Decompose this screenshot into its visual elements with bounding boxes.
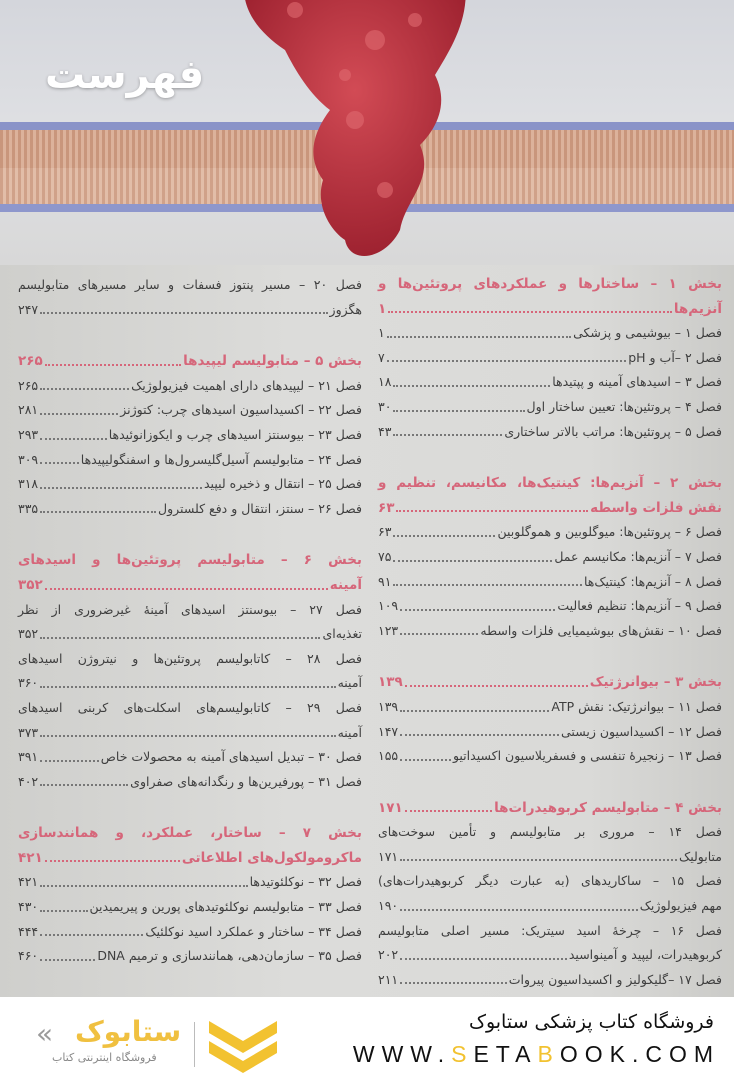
logo-divider [194,1022,195,1067]
toc-chapter[interactable] [18,696,362,745]
page-number: ۱۷۱ [378,799,403,816]
toc-chapter[interactable] [18,423,362,448]
page-number: ۳۹۱ [18,749,39,765]
toc-line [18,472,362,497]
toc-line [378,346,722,371]
toc-chapter[interactable] [18,472,362,497]
toc-line [18,944,362,969]
dot-leader [40,423,107,440]
page-number: ۱۵۵ [378,748,399,764]
page-number: ۳۱۸ [18,476,39,492]
toc-line [18,647,362,672]
toc-chapter[interactable] [378,545,722,570]
protein-illustration [235,0,475,265]
page-number: ۳۵۲ [18,576,43,593]
dot-leader [40,870,247,887]
toc-section[interactable] [378,670,722,695]
toc-entry-title: فصل ۱۶ – چرخهٔ اسید سیتریک: مسیر اصلی متابولیسم [378,922,722,938]
toc-line [18,870,362,895]
toc-entry-title: فصل ۲۱ – لیپیدهای دارای اهمیت فیزیولوژیک [131,377,362,393]
page-number: ۲۱۱ [378,971,399,987]
toc-entry-title: فصل ۲۸ – کاتابولیسم پروتئین‌ها و نیتروژن اسیدهای [18,650,362,666]
toc-entry-title: فصل ۲۲ – اکسیداسیون اسیدهای چرب: کتوژنز [120,402,362,418]
toc-chapter[interactable] [18,448,362,473]
page-number: ۴۲۱ [18,874,39,890]
dot-leader [40,374,129,391]
toc-entry-title: فصل ۳۰ – تبدیل اسیدهای آمینه به محصولات خاص [100,749,362,765]
page-number: ۷ [378,349,385,365]
logo-wordmark: ستابوک [75,1015,182,1048]
spacer [18,521,362,548]
toc-entry-title: فصل ۱۵ – ساکاریدهای (به عبارت دیگر کربوهیدرات‌های) [378,873,722,889]
toc-entry-title: آنزیم‌ها [673,300,722,317]
toc-entry-title: فصل ۴ – پروتئین‌ها: تعیین ساختار اول [526,398,722,414]
toc-entry-title: بخش ۲ – آنزیم‌ها: کینتیک‌ها، مکانیسم، تنظیم و [378,475,722,492]
toc-entry-title: فصل ۱ – بیوشیمی و پزشکی [573,325,722,341]
page-number: ۳۵۲ [18,626,39,642]
page-number: ۲۶۵ [18,377,39,393]
toc-line [18,423,362,448]
toc-entry-title: فصل ۷ – آنزیم‌ها: مکانیسم عمل [554,548,722,564]
page-number: ۶۳ [378,499,395,516]
toc-entry-title: کربوهیدرات، لیپید و آمینواسید [568,947,722,963]
page-number: ۴۳ [378,423,392,439]
toc-right-column [378,272,722,992]
page-number: ۱۹۰ [378,898,399,914]
site-part: S [451,1041,474,1067]
page-number: ۳۰۹ [18,451,39,467]
toc-line [378,272,722,297]
site-part: B [537,1041,560,1067]
toc-chapter[interactable] [378,695,722,720]
page-number: ۱ [378,325,385,341]
dot-leader [387,321,571,338]
toc-entry-title: فصل ۲ –آب و pH [628,349,722,365]
dot-leader [40,448,79,465]
dot-leader [400,943,567,960]
store-website-link[interactable] [353,1041,720,1068]
toc-line [18,821,362,846]
dot-leader [393,370,550,387]
toc-chapter[interactable] [18,374,362,399]
toc-entry-title: فصل ۸ – آنزیم‌ها: کینتیک‌ها [583,573,722,589]
dot-leader [400,720,559,737]
toc-chapter[interactable] [378,321,722,346]
toc-chapter[interactable] [18,745,362,770]
toc-chapter[interactable] [378,919,722,968]
toc-line [18,497,362,522]
toc-entry-title: فصل ۲۰ – مسیر پنتوز فسفات و سایر مسیرهای متابولیسم [18,277,362,292]
toc-line [378,594,722,619]
toc-entry-title: فصل ۲۴ – متابولیسم آسیل‌گلیسرول‌ها و اسفنگولیپیدها [80,451,362,467]
toc-entry-title: فصل ۲۶ – سنتز، انتقال و دفع کلسترول [158,500,362,516]
toc-line [18,448,362,473]
toc-line [18,374,362,399]
toc-section[interactable] [18,548,362,597]
toc-entry-title: فصل ۳۵ – سازمان‌دهی، همانندسازی و ترمیم DNA [97,948,362,964]
toc-chapter[interactable] [378,420,722,445]
toc-line [378,869,722,894]
dot-leader [400,619,478,636]
page-number: ۲۸۱ [18,402,39,418]
toc-line [378,321,722,346]
toc-entry-title: مهم فیزیولوژیک [639,898,722,914]
dot-leader [400,894,638,911]
dot-leader [400,695,549,712]
spacer [378,769,722,796]
toc-entry-title: فصل ۱۷ –گلیکولیز و اکسیداسیون پیروات [508,971,722,987]
page-number: ۲۶۵ [18,353,43,370]
toc-entry-title: نقش فلزات واسطه [590,499,722,516]
page-number: ۲۴۷ [18,301,39,317]
toc-entry-title: فصل ۵ – پروتئین‌ها: مراتب بالاتر ساختاری [504,423,722,439]
page-number: ۷۵ [378,548,392,564]
toc-entry-title: آمینه [337,675,362,691]
toc-entry-title: بخش ۱ – ساختارها و عملکردهای پروتئین‌ها و [378,276,722,292]
toc-line [378,820,722,845]
dot-leader [393,420,502,437]
page-number: ۱۳۹ [378,698,399,714]
toc-line [378,496,722,521]
page-number: ۱۸ [378,374,392,390]
toc-entry-title: فصل ۳۴ – ساختار و عملکرد اسید نوکلئیک [145,923,362,939]
toc-line [378,720,722,745]
dot-leader [405,670,588,687]
dot-leader [40,398,118,415]
page-number: ۴۳۰ [18,899,39,915]
page-number: ۲۹۳ [18,426,39,442]
toc-chapter[interactable] [18,647,362,696]
toc-chapter[interactable] [378,720,722,745]
toc-line [378,894,722,919]
toc-line [18,573,362,598]
toc-entry-title: فصل ۲۹ – کاتابولیسم‌های اسکلت‌های کربنی اسیدهای [18,699,362,715]
toc-entry-title: فصل ۲۵ – انتقال و ذخیره لیپید [204,476,362,492]
store-footer [0,997,734,1080]
toc-line [18,770,362,795]
toc-chapter[interactable] [378,346,722,371]
toc-entry-title: فصل ۱۴ – مروری بر متابولیسم و تأمین سوخت‌های [378,824,723,840]
toc-section[interactable] [18,349,362,374]
toc-line [378,545,722,570]
site-part: WWW. [352,1041,452,1067]
toc-entry-title: فصل ۱۱ – بیوانرژتیک: نقش ATP [551,698,722,714]
toc-chapter[interactable] [18,598,362,647]
dot-leader [396,496,588,513]
dot-leader [45,573,328,590]
page-number: ۴۶۰ [18,948,39,964]
dot-leader [40,895,87,912]
toc-entry-title: ماکرومولکول‌های اطلاعاتی [181,849,362,866]
toc-line [378,943,722,968]
toc-entry-title: فصل ۱۳ – زنجیرهٔ تنفسی و فسفریلاسیون اکسیداتیو [452,748,722,764]
page-number: ۳۰ [378,398,392,414]
toc-chapter[interactable] [378,370,722,395]
dot-leader [388,297,672,314]
logo-subtitle: فروشگاه اینترنتی کتاب [52,1051,157,1064]
toc-line [18,398,362,423]
dot-leader [400,845,677,862]
double-chevron-icon: « [36,1017,54,1050]
site-part: OOK.COM [559,1041,720,1067]
toc-chapter[interactable] [18,870,362,895]
toc-entry-title: فصل ۶ – پروتئین‌ها: میوگلوبین و هموگلوبین [497,524,722,540]
page-number: ۳۷۳ [18,724,39,740]
toc-chapter[interactable] [18,398,362,423]
toc-entry-title: بخش ۷ – ساختار، عملکرد، و همانندسازی [18,825,362,842]
toc-line [378,471,722,496]
toc-line [18,622,362,647]
toc-line [18,671,362,696]
toc-line [378,520,722,545]
toc-line [18,895,362,920]
spacer [18,794,362,821]
toc-section[interactable] [378,471,722,520]
spacer [378,643,722,670]
toc-chapter[interactable] [18,920,362,945]
dot-leader [387,346,627,363]
dot-leader [400,594,555,611]
page-number: ۱۷۱ [378,848,399,864]
toc-line [18,846,362,871]
toc-entry-title: فصل ۹ – آنزیم‌ها: تنظیم فعالیت [557,598,722,614]
page-number: ۴۲۱ [18,849,43,866]
page-number: ۶۳ [378,524,392,540]
dot-leader [393,570,582,587]
toc-entry-title: بخش ۳ – بیوانرژتیک [589,674,722,691]
toc-line [378,297,722,322]
dot-leader [40,920,143,937]
toc-chapter[interactable] [18,944,362,969]
toc-chapter[interactable] [378,570,722,595]
toc-entry-title: بخش ۶ – متابولیسم پروتئین‌ها و اسیدهای [18,552,362,569]
toc-entry-title: فصل ۳۱ – پورفیرین‌ها و رنگدانه‌های صفراوی [130,773,362,789]
dot-leader [40,671,335,688]
toc-entry-title: آمینه [337,724,362,740]
toc-line [378,845,722,870]
dot-leader [45,846,180,863]
toc-line [378,968,722,993]
toc-line [18,298,362,323]
spacer [18,322,362,349]
site-part: ETA [473,1041,538,1067]
store-name: فروشگاه کتاب پزشکی ستابوک [468,1011,714,1033]
toc-chapter[interactable] [378,619,722,644]
page-number: ۲۰۲ [378,947,399,963]
toc-entry-title: فصل ۱۲ – اکسیداسیون زیستی [561,723,722,739]
toc-line [378,420,722,445]
toc-line [378,919,722,944]
toc-line [18,598,362,623]
page-number: ۱۰۹ [378,598,399,614]
dot-leader [393,395,524,412]
toc-line [378,570,722,595]
toc-entry-title: بخش ۴ – متابولیسم کربوهیدرات‌ها [494,799,722,816]
toc-chapter[interactable] [18,497,362,522]
toc-line [18,273,362,298]
dot-leader [400,968,507,985]
toc-line [18,696,362,721]
page-number: ۱۴۷ [378,723,399,739]
toc-line [378,695,722,720]
page-number: ۱۳۹ [378,674,403,691]
toc-chapter[interactable] [378,869,722,918]
toc-section[interactable] [378,796,722,821]
toc-chapter[interactable] [378,968,722,993]
dot-leader [40,622,320,639]
dot-leader [40,721,335,738]
toc-line [378,744,722,769]
toc-section[interactable] [378,272,722,321]
toc-entry-title: آمینه [329,576,362,593]
dot-leader [40,770,128,787]
toc-entry-title: فصل ۳۳ – متابولیسم نوکلئوتیدهای پورین و پیریمیدین [89,899,362,915]
toc-entry-title: فصل ۲۷ – بیوسنتز اسیدهای آمینهٔ غیرضروری از نظر [18,601,362,617]
toc-chapter[interactable] [378,820,722,869]
toc-line [18,548,362,573]
toc-entry-title: هگزوز [329,301,362,317]
toc-line [378,395,722,420]
page-number: ۳۳۵ [18,500,39,516]
dot-leader [40,298,327,315]
toc-entry-title: تغذیه‌ای [322,626,362,642]
dot-leader [405,796,492,813]
toc-entry-title: متابولیک [679,848,722,864]
dot-leader [40,745,99,762]
toc-line [18,920,362,945]
header-illustration [0,0,734,265]
toc-chapter[interactable] [18,770,362,795]
toc-chapter[interactable] [378,520,722,545]
dot-leader [40,497,156,514]
dot-leader [400,744,451,761]
dot-leader [393,545,552,562]
spacer [378,444,722,471]
toc-chapter[interactable] [378,594,722,619]
page-number: ۹۱ [378,573,392,589]
toc-chapter[interactable] [378,744,722,769]
toc-line [378,670,722,695]
page-number: ۳۶۰ [18,675,39,691]
page-number: ۴۰۲ [18,773,39,789]
toc-line [378,619,722,644]
page-title: فهرست [45,52,205,98]
dot-leader [45,349,181,366]
toc-section[interactable] [18,821,362,870]
chevron-logo-icon [205,1017,281,1073]
toc-entry-title: فصل ۳۲ – نوکلئوتیدها [249,874,362,890]
toc-entry-title: بخش ۵ – متابولیسم لیپیدها [183,353,362,370]
toc-entry-title: فصل ۳ – اسیدهای آمینه و پپتیدها [552,374,722,390]
toc-line [18,745,362,770]
toc-entry-title: فصل ۱۰ – نقش‌های بیوشیمیایی فلزات واسطه [480,622,722,638]
toc-line [378,796,722,821]
dot-leader [393,520,495,537]
toc-chapter[interactable] [18,273,362,322]
toc-left-column [18,273,362,969]
dot-leader [40,944,95,961]
toc-line [18,349,362,374]
toc-line [378,370,722,395]
toc-chapter[interactable] [18,895,362,920]
page-number: ۱ [378,300,387,317]
toc-line [18,721,362,746]
toc-entry-title: فصل ۲۳ – بیوسنتز اسیدهای چرب و ایکوزانوئیدها [108,426,362,442]
dot-leader [40,472,202,489]
toc-chapter[interactable] [378,395,722,420]
page-number: ۱۲۳ [378,622,399,638]
page-number: ۴۴۴ [18,923,39,939]
